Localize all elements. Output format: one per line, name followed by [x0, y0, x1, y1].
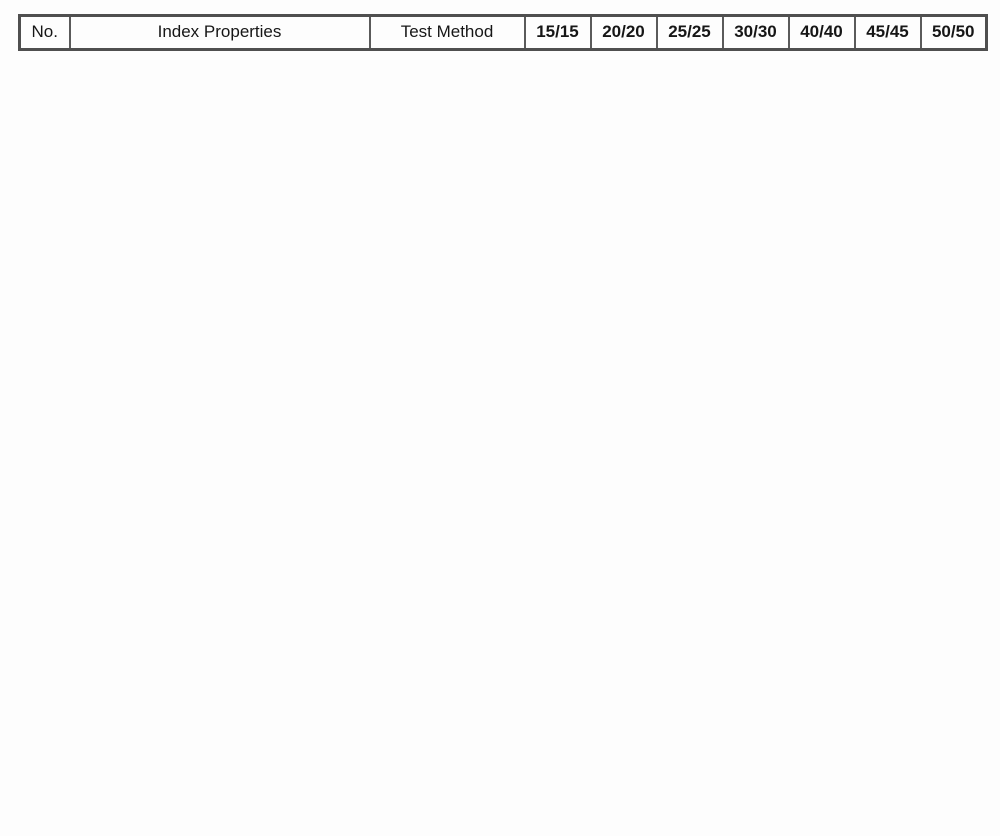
column-header: Test Method [370, 16, 525, 50]
column-header: 50/50 [921, 16, 987, 50]
column-header: 20/20 [591, 16, 657, 50]
column-header: No. [20, 16, 70, 50]
column-header: 30/30 [723, 16, 789, 50]
column-header: 45/45 [855, 16, 921, 50]
column-header: 15/15 [525, 16, 591, 50]
column-header: 40/40 [789, 16, 855, 50]
column-header: Index Properties [70, 16, 370, 50]
index-properties-table [18, 14, 988, 51]
table-header-row [20, 16, 987, 50]
column-header: 25/25 [657, 16, 723, 50]
